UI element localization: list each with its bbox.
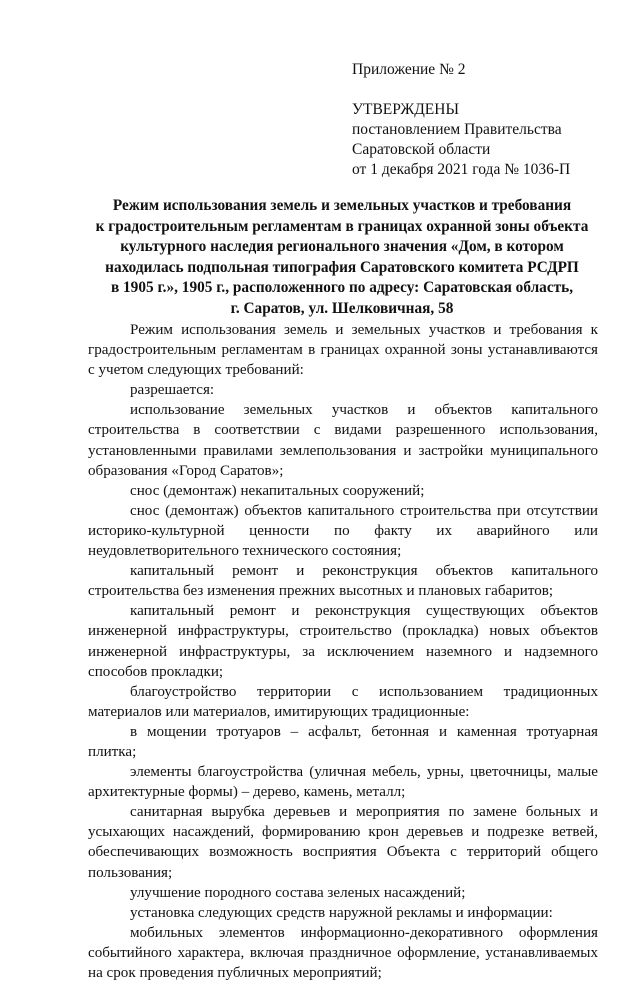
paragraph: элементы благоустройства (уличная мебель, урны, цветочницы, малые архитектурные формы) – дерево, камень, металл; — [88, 764, 598, 801]
paragraph: Режим использования земель и земельных участков и требования к градостроительным регламентам в границах охранной зоны устанавливаются с учетом следующих требований: — [88, 322, 598, 379]
document-title — [70, 196, 614, 320]
paragraph: капитальный ремонт и реконструкция объектов капитального строительства без изменения прежних высотных и плановых габаритов; — [88, 563, 598, 600]
approved-heading: УТВЕРЖДЕНЫ — [352, 101, 459, 118]
paragraph: установка следующих средств наружной рекламы и информации: — [130, 904, 553, 921]
approval-line-3: от 1 декабря 2021 года № 1036-П — [352, 161, 571, 178]
paragraph: в мощении тротуаров – асфальт, бетонная и каменная тротуарная плитка; — [88, 723, 598, 760]
paragraph: санитарная вырубка деревьев и мероприятия по замене больных и усыхающих насаждений, формированию крон деревьев и подрезке ветвей, обеспечивающих возможность восприятия Объекта с территорий общего пользования; — [88, 804, 598, 881]
document-body — [88, 320, 598, 983]
title-line: культурного наследия регионального значения «Дом, в котором — [120, 238, 564, 256]
paragraph: снос (демонтаж) объектов капитального строительства при отсутствии историко-культурной ценности по факту их аварийного или неудовлетворительного технического состояния; — [88, 502, 598, 560]
title-line: Режим использования земель и земельных участков и требования — [112, 197, 572, 214]
paragraph: благоустройство территории с использованием традиционных материалов или материалов, имитирующих традиционные: — [88, 683, 598, 720]
paragraph: улучшение породного состава зеленых насаждений; — [130, 884, 466, 901]
paragraph: разрешается: — [130, 382, 215, 399]
approval-line-2: Саратовской области — [352, 141, 491, 158]
annex-number: Приложение № 2 — [352, 61, 466, 78]
paragraph: использование земельных участков и объектов капитального строительства в соответствии с видами разрешенного использования, установленными правилами землепользования и застройки муниципального образования «Город Саратов»; — [88, 402, 598, 479]
title-line: находилась подпольная типография Саратовского комитета РСДРП — [105, 258, 579, 276]
title-line: г. Саратов, ул. Шелковичная, 58 — [230, 299, 454, 317]
approval-block — [352, 60, 622, 180]
paragraph: снос (демонтаж) некапитальных сооружений; — [130, 482, 425, 499]
paragraph: капитальный ремонт и реконструкция существующих объектов инженерной инфраструктуры, строительство (прокладка) новых объектов инженерной инфраструктуры, за исключением наземного и надземного способов прокладки; — [88, 603, 598, 680]
title-line: в 1905 г.», 1905 г., расположенного по адресу: Саратовская область, — [110, 279, 574, 297]
paragraph: мобильных элементов информационно-декоративного оформления событийного характера, включая праздничное оформление, устанавливаемых на срок проведения публичных мероприятий; — [88, 924, 598, 981]
title-line: к градостроительным регламентам в границах охранной зоны объекта — [95, 217, 589, 235]
approval-line-1: постановлением Правительства — [352, 121, 562, 138]
